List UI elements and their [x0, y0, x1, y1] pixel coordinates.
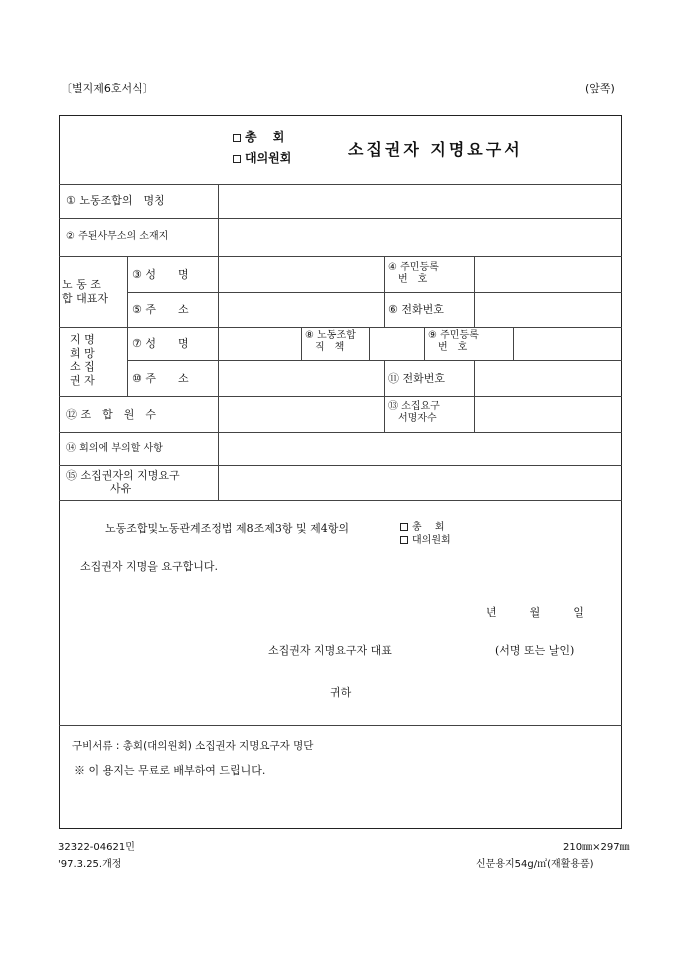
checkbox-icon [233, 134, 241, 142]
nominee-address-field[interactable] [219, 361, 383, 395]
revision-date: '97.3.25.개정 [58, 859, 122, 870]
legal-statement: 노동조합및노동관계조정법 제8조제3항 및 제4항의 [105, 522, 350, 535]
nominee-position-field[interactable] [370, 328, 423, 359]
signature-label: (서명 또는 날인) [495, 644, 575, 657]
option-label: 총 회 [412, 522, 445, 533]
nominee-phone-field[interactable] [475, 361, 621, 395]
label-agenda: ⑭ 회의에 부의할 사항 [66, 443, 163, 454]
paper-size: 210㎜×297㎜ [563, 842, 630, 853]
form-number: 〔별지제6호서식〕 [61, 82, 154, 95]
rep-phone-field[interactable] [475, 293, 621, 326]
body-option-delegates[interactable] [400, 535, 451, 547]
label-rep-address: ⑤ 주 소 [132, 303, 189, 316]
label-nominee: 지 명 희 망 소 집 권 자 [70, 333, 95, 387]
request-sentence: 소집권자 지명을 요구합니다. [80, 560, 219, 573]
attachments-note: 구비서류 : 총회(대의원회) 소집권자 지명요구자 명단 [72, 740, 314, 752]
checkbox-icon [400, 523, 408, 531]
form-code: 32322-04621민 [58, 842, 135, 853]
label-nominee-address: ⑩ 주 소 [132, 372, 189, 385]
body-option-general[interactable] [400, 522, 445, 534]
column-line [127, 256, 128, 396]
nominee-resident-number-field[interactable] [514, 328, 621, 359]
signer-count-field[interactable] [475, 397, 621, 431]
column-line [301, 327, 302, 360]
rep-name-field[interactable] [219, 257, 383, 291]
divider [59, 500, 622, 501]
representative-label: 소집권자 지명요구자 대표 [268, 644, 392, 657]
label-union-representative: 노 동 조 합 대표자 [62, 278, 109, 305]
label-reason: ⑮ 소집권자의 지명요구 사유 [66, 469, 180, 495]
reason-field[interactable] [219, 466, 621, 499]
label-union-name: ① 노동조합의 명칭 [66, 194, 165, 207]
label-rep-name: ③ 성 명 [132, 268, 189, 281]
rep-address-field[interactable] [219, 293, 383, 326]
option-delegates-meeting[interactable] [233, 151, 291, 165]
date-line: 년 월 일 [486, 606, 584, 619]
checkbox-icon [400, 536, 408, 544]
label-signer-count: ⑬ 소집요구 서명자수 [388, 401, 440, 424]
column-line [424, 327, 425, 360]
free-distribution-note: ※ 이 용지는 무료로 배부하여 드립니다. [74, 764, 266, 777]
label-rep-phone: ⑥ 전화번호 [388, 303, 444, 316]
paper-type: 신문용지54g/㎡(재활용품) [476, 859, 594, 870]
label-member-count: ⑫ 조 합 원 수 [66, 408, 156, 421]
form-title: 소집권자 지명요구서 [348, 140, 523, 159]
member-count-field[interactable] [219, 397, 383, 431]
label-nominee-name: ⑦ 성 명 [132, 337, 189, 350]
label-rep-resident-number: ④ 주민등록 번 호 [388, 262, 439, 285]
office-location-field[interactable] [219, 219, 621, 255]
addressee: 귀하 [330, 686, 352, 699]
agenda-field[interactable] [219, 433, 621, 464]
label-nominee-resident-number: ⑨ 주민등록 번 호 [428, 330, 479, 353]
column-line [384, 256, 385, 327]
label-nominee-position: ⑧ 노동조합 직 책 [305, 330, 356, 353]
checkbox-icon [233, 155, 241, 163]
label-office-location: ② 주된사무소의 소재지 [66, 231, 169, 242]
rep-resident-number-field[interactable] [475, 257, 621, 291]
option-label: 대의원회 [412, 535, 451, 546]
page-side: (앞쪽) [585, 82, 615, 95]
nominee-name-field[interactable] [219, 328, 300, 359]
label-nominee-phone: ⑪ 전화번호 [388, 372, 446, 385]
option-label: 총 회 [245, 130, 285, 144]
option-general-meeting[interactable] [233, 130, 284, 144]
union-name-field[interactable] [219, 185, 621, 217]
column-line [384, 360, 385, 432]
option-label: 대의원회 [245, 151, 292, 165]
divider [59, 725, 622, 726]
